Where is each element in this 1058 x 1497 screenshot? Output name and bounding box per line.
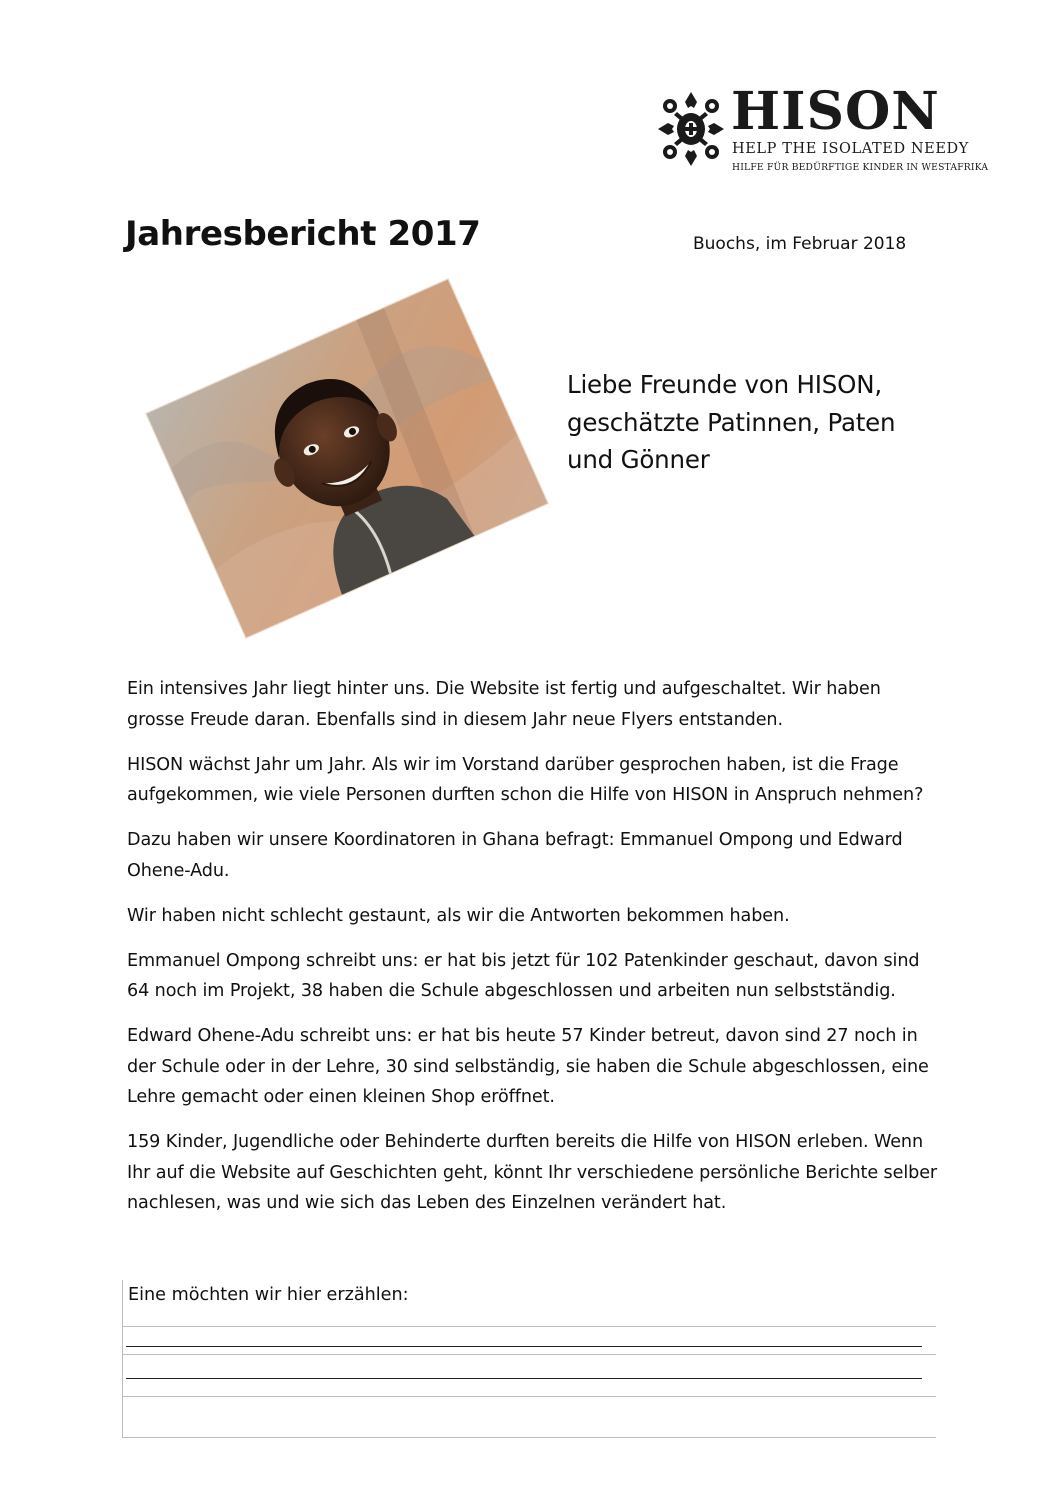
dateline: Buochs, im Februar 2018 xyxy=(693,234,907,254)
greeting-line-3: und Gönner xyxy=(567,445,710,474)
paragraph: Wir haben nicht schlecht gestaunt, als wir die Antworten bekommen haben. xyxy=(127,905,790,926)
paragraph: 159 Kinder, Jugendliche oder Behinderte durften bereits die Hilfe von HISON erleben. Wenn Ihr auf die Website auf Geschichten geht, könnt Ihr verschiedene persönliche Berichte selber nachlesen, was und wie sich das Leben des Einzelnen verändert hat. xyxy=(127,1132,938,1213)
hison-logo xyxy=(656,81,989,178)
writing-line xyxy=(126,1346,922,1347)
story-table-row xyxy=(123,1354,936,1397)
report-body xyxy=(127,674,942,1233)
paragraph: Dazu haben wir unsere Koordinatoren in Ghana befragt: Emmanuel Ompong und Edward Ohene-Adu. xyxy=(127,830,903,881)
writing-line xyxy=(126,1378,922,1379)
story-table-row xyxy=(123,1396,936,1438)
story-table xyxy=(122,1280,936,1438)
greeting-line-2: geschätzte Patinnen, Paten xyxy=(567,407,896,437)
paragraph: HISON wächst Jahr um Jahr. Als wir im Vorstand darüber gesprochen haben, ist die Frage aufgekommen, wie viele Personen durften schon die Hilfe von HISON in Anspruch nehmen? xyxy=(127,754,924,805)
story-intro: Eine möchten wir hier erzählen: xyxy=(128,1285,409,1305)
paragraph: Emmanuel Ompong schreibt uns: er hat bis jetzt für 102 Patenkinder geschaut, davon sind 64 noch im Projekt, 38 haben die Schule abgeschlossen und arbeiten nun selbstständig. xyxy=(127,950,920,1001)
paragraph: Edward Ohene-Adu schreibt uns: er hat bis heute 57 Kinder betreut, davon sind 27 noch in der Schule oder in der Lehre, 30 sind selbständig, sie haben die Schule abgeschlossen, eine Lehre gemacht oder einen kleinen Shop eröffnet. xyxy=(127,1026,929,1107)
greeting-line-1: Liebe Freunde von HISON, xyxy=(567,370,882,399)
document-title: Jahresbericht 2017 xyxy=(125,214,481,254)
paragraph: Ein intensives Jahr liegt hinter uns. Die Website ist fertig und aufgeschaltet. Wir haben grosse Freude daran. Ebenfalls sind in diesem Jahr neue Flyers entstanden. xyxy=(127,679,881,730)
logo-subline: HILFE FÜR BEDÜRFTIGE KINDER IN WESTAFRIKA xyxy=(732,162,989,173)
child-photo xyxy=(146,279,547,637)
smiling-child-image xyxy=(146,279,547,637)
logo-tagline: HELP THE ISOLATED NEEDY xyxy=(732,141,969,157)
adinkra-emblem-icon xyxy=(656,90,726,168)
story-table-row xyxy=(123,1280,936,1327)
story-table-row xyxy=(123,1326,936,1355)
logo-wordmark: HISON xyxy=(731,81,940,142)
greeting xyxy=(567,366,895,479)
